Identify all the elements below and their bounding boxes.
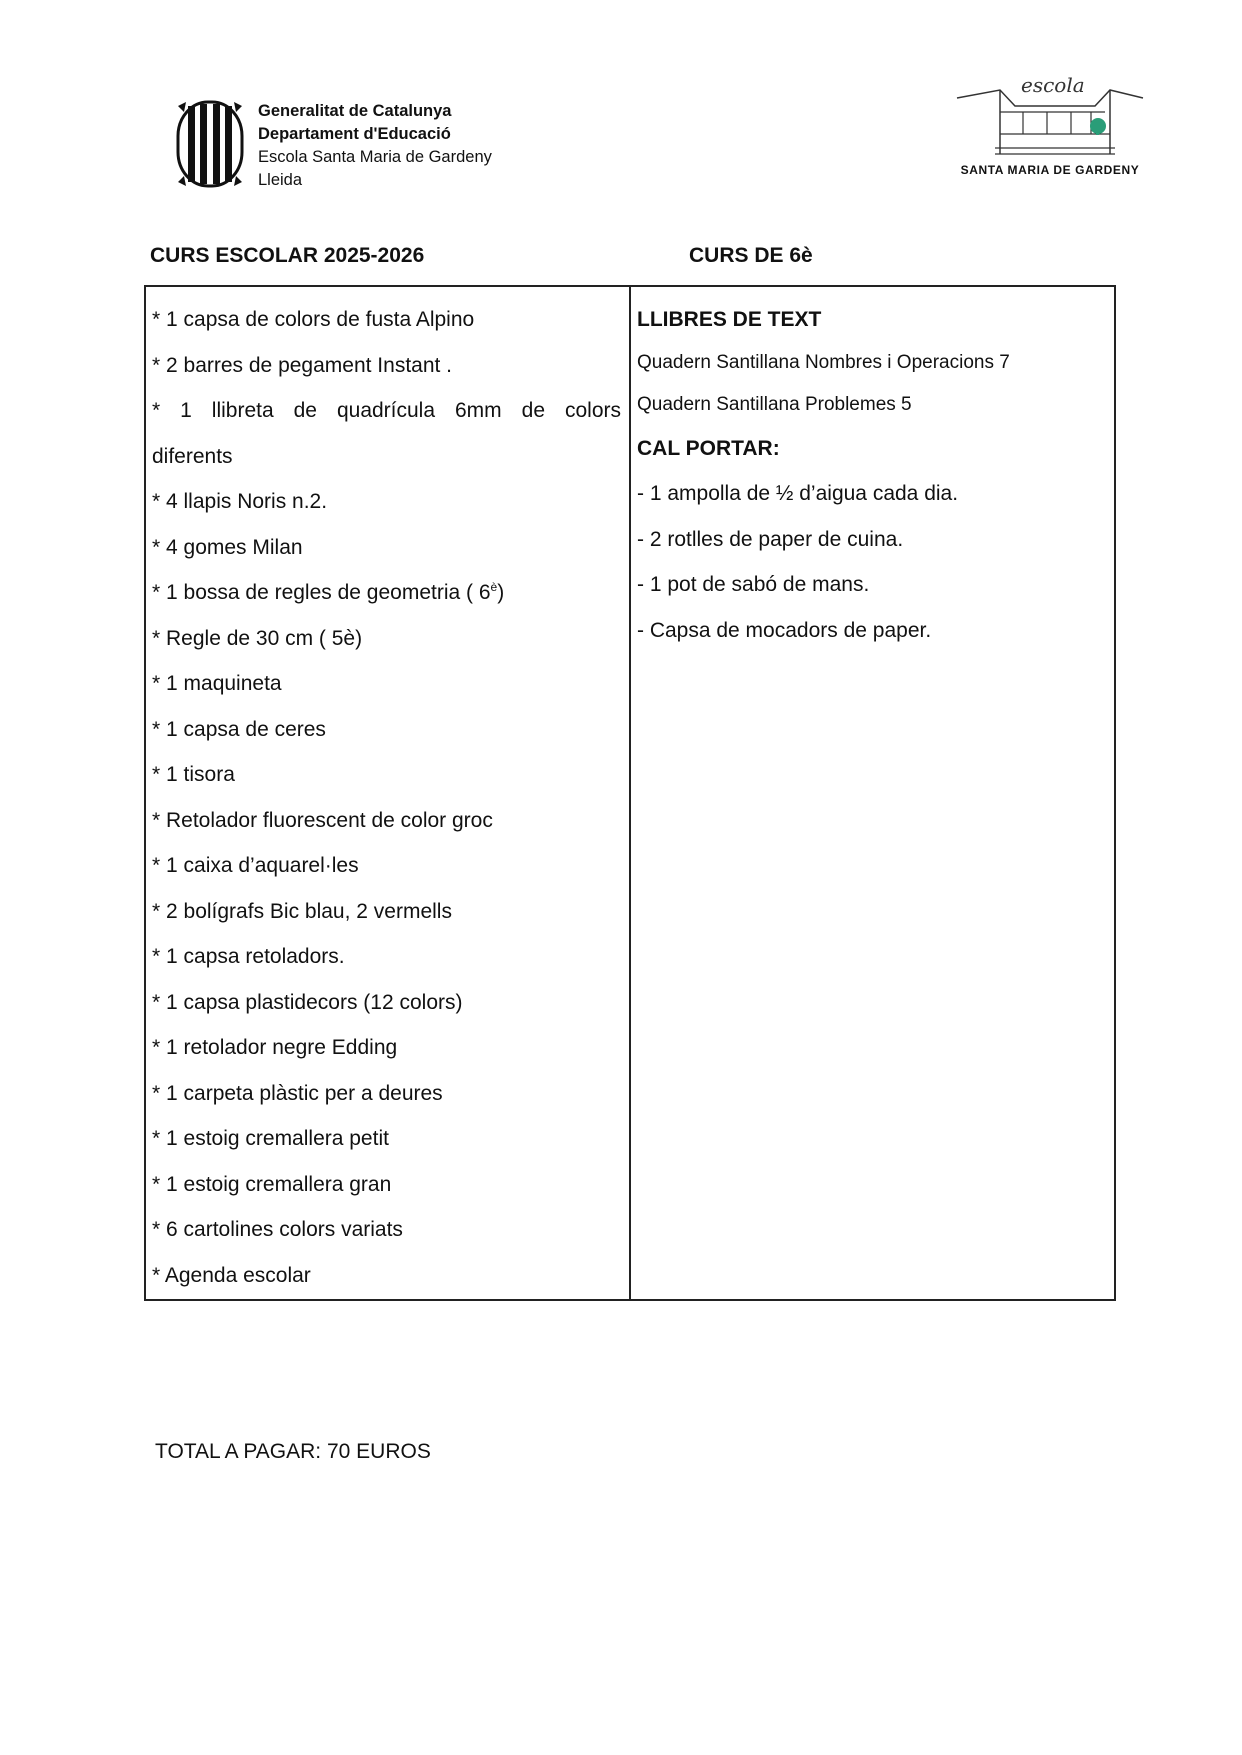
book-item: Quadern Santillana Problemes 5 <box>637 394 912 415</box>
books-column <box>631 287 1114 1299</box>
gov-line-2: Departament d'Educació <box>258 125 451 143</box>
list-item: * 4 gomes Milan <box>152 535 303 559</box>
list-item: * 1 estoig cremallera gran <box>152 1172 392 1196</box>
list-item: * Regle de 30 cm ( 5è) <box>152 626 363 650</box>
bring-item: - 2 rotlles de paper de cuina. <box>637 527 904 551</box>
list-item: * 1 llibreta de quadrícula 6mm de colors <box>152 399 621 422</box>
list-item: * Retolador fluorescent de color groc <box>152 808 493 832</box>
superscript: è <box>490 580 498 594</box>
list-item <box>152 570 621 616</box>
list-item: * Agenda escolar <box>152 1263 311 1287</box>
school-logo-word: escola <box>1021 73 1085 97</box>
list-item-close: ) <box>497 581 505 604</box>
materials-table <box>144 285 1116 1301</box>
list-item-text: * 1 bossa de regles de geometria ( 6 <box>152 581 491 604</box>
list-item: * 1 capsa de ceres <box>152 717 326 741</box>
bring-item: - 1 pot de sabó de mans. <box>637 573 870 596</box>
book-item: Quadern Santillana Nombres i Operacions 7 <box>637 352 1010 373</box>
school-building-icon <box>955 70 1145 162</box>
list-item: * 1 caixa d’aquarel·les <box>152 854 359 877</box>
gov-line-4: Lleida <box>258 171 303 189</box>
list-item: * 1 estoig cremallera petit <box>152 1127 389 1150</box>
list-item: * 1 retolador negre Edding <box>152 1036 398 1059</box>
list-item: * 4 llapis Noris n.2. <box>152 490 328 513</box>
list-item: * 1 capsa retoladors. <box>152 945 345 968</box>
materials-column <box>146 287 631 1299</box>
list-item: * 1 carpeta plàstic per a deures <box>152 1081 443 1105</box>
books-title: LLIBRES DE TEXT <box>637 308 822 331</box>
gov-line-3: Escola Santa Maria de Gardeny <box>258 148 492 166</box>
bring-title: CAL PORTAR: <box>637 437 780 460</box>
generalitat-logo-icon <box>176 100 244 188</box>
list-item: * 2 bolígrafs Bic blau, 2 vermells <box>152 899 452 923</box>
list-item: * 1 capsa de colors de fusta Alpino <box>152 308 475 331</box>
course-year: CURS ESCOLAR 2025-2026 <box>150 244 425 267</box>
total-amount: TOTAL A PAGAR: 70 EUROS <box>155 1440 431 1463</box>
school-logo <box>955 70 1145 185</box>
list-item: * 1 tisora <box>152 763 235 786</box>
list-item: * 6 cartolines colors variats <box>152 1218 403 1241</box>
school-name: SANTA MARIA DE GARDENY <box>960 163 1140 177</box>
gov-line-1: Generalitat de Catalunya <box>258 102 452 120</box>
bring-item: - 1 ampolla de ½ d’aigua cada dia. <box>637 482 959 505</box>
list-item: * 2 barres de pegament Instant . <box>152 353 453 377</box>
course-level: CURS DE 6è <box>689 244 813 267</box>
bring-item: - Capsa de mocadors de paper. <box>637 618 932 642</box>
list-item: * 1 capsa plastidecors (12 colors) <box>152 990 463 1014</box>
list-item: diferents <box>152 444 233 468</box>
list-item: * 1 maquineta <box>152 672 282 695</box>
